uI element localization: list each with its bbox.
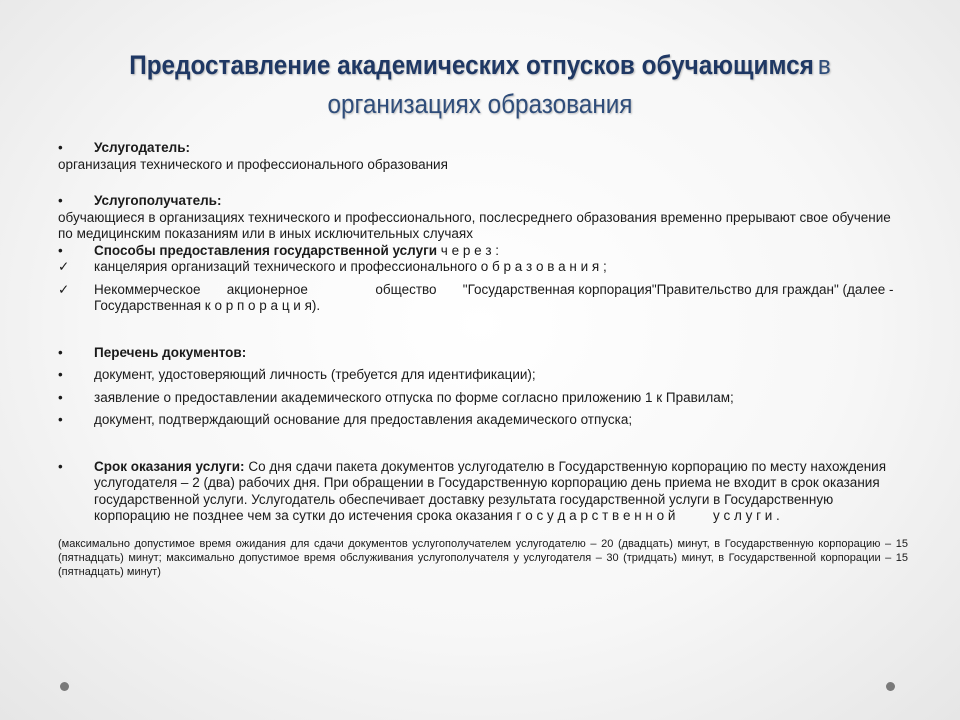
documents-label: Перечень документов: [94, 344, 247, 360]
document-item [58, 412, 908, 429]
recipient-heading [58, 193, 908, 210]
method-text: канцелярия организаций технического и профессионального о б р а з о в а н и я ; [94, 259, 607, 274]
bullet-icon: • [58, 193, 63, 208]
document-text: документ, удостоверяющий личность (требуется для идентификации); [94, 367, 536, 382]
provider-label: Услугодатель: [94, 140, 191, 155]
deadline-text: Со дня сдачи пакета документов услугодателю в Государственную корпорацию по месту нахождения услугодателя – 2 (два) рабочих дня. При обращении в Государственную корпорацию день приема не входит в срок оказания государственной услуги. Услугодатель обеспечивает доставку результата государственной услуги в Государственную корпорацию не позднее чем за сутки до истечения срока оказания [94, 458, 887, 523]
bullet-icon: • [58, 458, 63, 474]
decorative-dot-right [886, 682, 895, 691]
document-item [58, 367, 908, 384]
slide-title [48, 48, 912, 121]
method-text: Некоммерческое акционерное общество "Государственная корпорация"Правительство для граждан" (далее - Государственная к о р п о р а ц и я). [94, 281, 898, 313]
checkmark-icon: ✓ [58, 259, 70, 274]
checkmark-icon: ✓ [58, 281, 70, 297]
recipient-text: обучающиеся в организациях технического и профессионального, послесреднего образования временно прерывают свое обучение по медицинским показаниям или в иных исключительных случаях [58, 209, 891, 241]
document-text: документ, подтверждающий основание для предоставления академического отпуска; [94, 412, 633, 427]
bullet-icon: • [58, 344, 63, 360]
provider-text: организация технического и профессионального образования [58, 156, 448, 172]
bullet-icon: • [58, 242, 63, 258]
title-line2: организациях образования [327, 89, 633, 119]
recipient-label: Услугополучатель: [94, 193, 222, 208]
bullet-icon: • [58, 389, 63, 405]
timing-note: (максимально допустимое время ожидания для сдачи документов услугополучателем услугодателю – 20 (двадцать) минут, в Государственную корпорацию – 15 (пятнадцать) минут; максимально допустимое время обслуживания услугополучателя у услугодателя – 30 (тридцать) минут, в Государственной корпорации – 15 (пятнадцать) минут) [58, 537, 908, 578]
title-preposition: в [817, 50, 831, 80]
methods-heading [58, 243, 908, 260]
methods-label-tail: ч е р е з : [440, 242, 500, 258]
documents-heading [58, 345, 908, 362]
methods-label: Способы предоставления государственной услуги [94, 242, 438, 258]
provider-heading [58, 140, 908, 157]
bullet-icon: • [58, 367, 63, 382]
document-item [58, 390, 908, 407]
deadline-label: Срок оказания услуги: [94, 458, 245, 474]
method-item [58, 282, 908, 315]
deadline-tail: г о с у д а р с т в е н н о й у с л у г и . [516, 508, 780, 523]
bullet-icon: • [58, 412, 63, 427]
document-text: заявление о предоставлении академического отпуска по форме согласно приложению 1 к Правилам; [94, 389, 734, 405]
slide-content [58, 140, 908, 579]
bullet-icon: • [58, 140, 63, 155]
title-bold: Предоставление академических отпусков обучающимся [129, 50, 814, 80]
decorative-dot-left [60, 682, 69, 691]
method-item [58, 259, 908, 276]
deadline-item [58, 459, 908, 525]
